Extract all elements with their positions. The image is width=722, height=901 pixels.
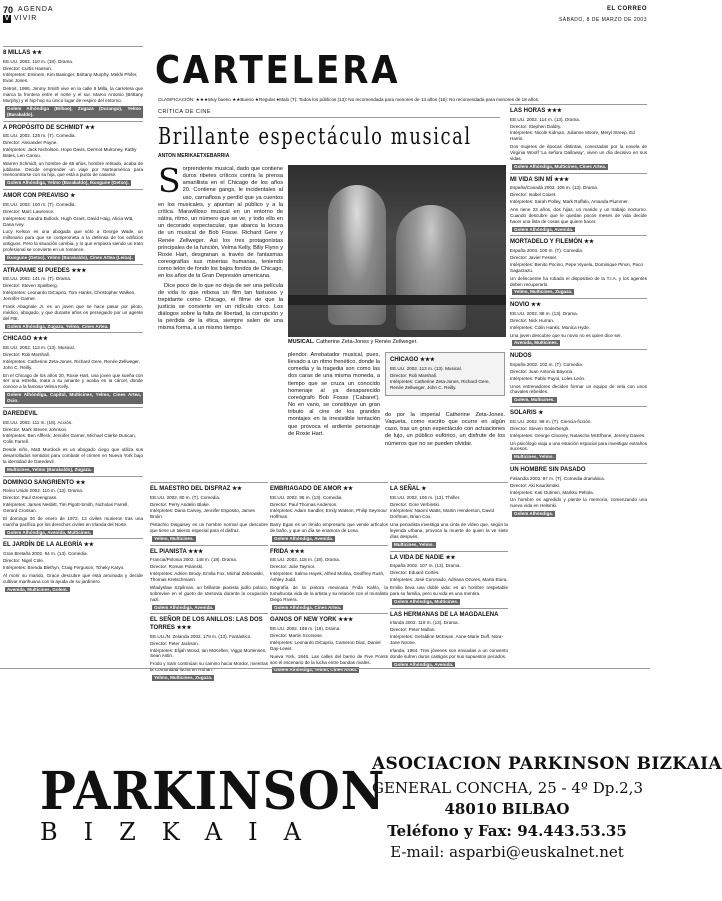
featured-director: Director: Rob Marshall. [390, 372, 437, 378]
listing-entry [270, 613, 388, 676]
featured-meta: EE.UU. 2002. 113 m. (13). Musical. [390, 365, 462, 371]
listing-cast: Intérpretes: José Coronado, Adriana Ozores, Marta Etura. [390, 577, 508, 583]
middle-grid-col1 [150, 482, 268, 684]
page-title: CARTELERA [155, 48, 401, 92]
listing-synopsis: Desde niño, Matt Murdock es un abogado ciego que utiliza sus desarrollados sentidos para combatir el crimen en Nueva York bajo la identidad de Daredevil. [3, 447, 143, 464]
listing-meta: España/Canadá 2003. 106 m. (13). Drama. [510, 185, 599, 191]
subsection-name: VIVIR [14, 15, 38, 22]
listing-director: Director: Aki Kaurismäki. [510, 482, 561, 488]
listing-cast: Intérpretes: Brenda Blethyn, Craig Ferguson, Tcheky Karyo. [3, 564, 125, 570]
listing-cast: Intérpretes: Sarah Polley, Mark Ruffalo, Amanda Plummer. [510, 199, 629, 205]
ad-address: GENERAL CONCHA, 25 - 4º Dp.2,3 [372, 778, 643, 797]
listing-synopsis: Barry Egan es un tímido empresario que vende artículos de baño, y que un día se enamora de Lena. [270, 522, 388, 534]
listing-cinemas [3, 392, 143, 404]
listing-cinemas-text: Golem Alhóndiga, Multicines, Cines Artea. [514, 163, 607, 169]
listing-director: Director: Paul Thomas Anderson. [270, 501, 338, 507]
listing-title: MORTADELO Y FILEMÓN [510, 239, 583, 246]
listing-stars: ★★★ [289, 548, 305, 555]
ad-city: 48010 BILBAO [444, 799, 570, 818]
listing-meta: EE.UU. 2002. 98 m. (T). Ciencia-ficción. [510, 418, 592, 424]
listing-title-line [510, 410, 647, 418]
listing-title-line [510, 467, 647, 475]
listing-director: Director: Steven Spielberg. [3, 283, 58, 289]
listing-synopsis: En el Chicago de los años 20, Roxie Hart, una joven que sueña con ser una estrella, mata a su amante y acaba en la cárcel, donde conoce a la famosa Velma Kelly. [3, 372, 143, 390]
listing-director: Director: Steven Soderbergh. [510, 425, 570, 431]
listing-cinemas-text: Multicines, Yelmo. [394, 541, 434, 547]
listing-stars: ★★ [83, 542, 94, 549]
listing-cast: Intérpretes: Nicole Kidman, Julianne Moore, Meryl Streep, Ed Harris. [510, 130, 635, 142]
listing-cast: Intérpretes: Pablo Puyol, Loles León. [510, 375, 586, 381]
listing-stars: ★★★ [554, 176, 569, 183]
listing-cinemas-text: Avenida, Multicines. [514, 340, 558, 346]
listing-title: EL JARDÍN DE LA ALEGRÍA [3, 542, 83, 549]
listing-meta: EE.UU. 2002. 114 m. (13). Drama. [510, 116, 581, 122]
listing-cast: Intérpretes: George Clooney, Natascha McElhone, Jeremy Davies. [510, 432, 646, 438]
listing-title: EL MAESTRO DEL DISFRAZ [150, 486, 231, 492]
listing-stars: ★★ [32, 50, 42, 56]
listing-entry [390, 608, 508, 671]
listing-stars: ★★ [584, 239, 594, 246]
listing-stars: ★★★ [176, 625, 192, 632]
listing-title-line [3, 50, 143, 58]
listing-title-line [150, 486, 268, 494]
listing-title-line [270, 617, 388, 625]
listing-title-line [510, 108, 647, 116]
listing-title: LAS HERMANAS DE LA MAGDALENA [390, 611, 499, 618]
listing-meta: EE.UU./N. Zelanda 2002. 179 m. (13). Fantástico. [150, 633, 252, 639]
listing-meta: España 2002. 107 m. (13). Drama. [390, 563, 461, 569]
listing-cinemas-text: Golem Alhóndiga, Multicines. [394, 598, 459, 604]
listing-title: LA SEÑAL [390, 486, 420, 492]
listing-title: EL PIANISTA [150, 548, 187, 555]
middle-grid-col2 [270, 482, 388, 676]
listing-cast: Intérpretes: Salma Hayek, Alfred Molina, Geoffrey Rush, Ashley Judd. [270, 571, 385, 583]
listing-entry [3, 46, 143, 121]
featured-film-box [385, 352, 505, 396]
listing-meta: EE.UU. 2002. 113 m. (13). Musical. [3, 345, 75, 351]
listing-title-line [150, 617, 268, 632]
listing-meta: EE.UU. 2002. 125 m. (T). Comedia. [3, 133, 76, 139]
listing-director: Director: Mark Steven Johnson. [3, 426, 68, 432]
listing-title-line [3, 268, 143, 276]
listing-cinemas [3, 467, 143, 473]
listing-entry [270, 482, 388, 545]
listing-meta: EE.UU. 2002. 168 m. (18). Drama. [270, 626, 341, 632]
listing-title: NOVIO [510, 302, 530, 309]
listing-cinemas-text: Avenida, Multicines, Golem. [7, 586, 68, 592]
listing-cast: Intérpretes: Adrien Brody, Emilia Fox, Michal Zebrowski, Thomas Kretschmann. [150, 571, 264, 583]
listing-cinemas [3, 255, 143, 261]
ad-logo-subtitle: BIZKAIA [40, 818, 327, 846]
listing-meta: EE.UU. 2002. 100 m. (T). Comedia. [3, 201, 76, 207]
listing-cinemas [3, 106, 143, 118]
listing-entry [510, 349, 647, 406]
listing-title: ATRAPAME SI PUEDES [3, 267, 70, 274]
listing-synopsis: Biografía de la pintora mexicana Frida Kahlo, la tumultuosa vida de la artista y su relación con el muralista Diego Rivera. [270, 584, 388, 602]
listing-cinemas-text: Golem Alhóndiga, Capitol, Multicines, Yelmo, Cines Artea, Ocio. [7, 392, 141, 404]
listing-entry [270, 545, 388, 614]
listing-director: Director: Marc Lawrence. [3, 208, 55, 214]
listing-meta: EE.UU. 2002. 141 m. (T). Drama. [3, 276, 72, 282]
left-column [3, 46, 143, 595]
review-body-col2: plendor. Arrebatador musical, pues, llevado a un ritmo frenético, donde la comedia y la tragedia son como las dos caras de una misma moneda, a tiempo que se cruza un conocido homenaje al ya desaparecido coreógrafo Bob Fosse ('Cabaret'). No en vano, se constituye un gran tributo al cine de los grandes montajes en la irresistible tentación que provoca el ardiente personaje de Roxie Hart. [288, 352, 380, 437]
listing-cinemas-text: Golem Alhóndiga, Avenida. [154, 604, 214, 610]
listing-synopsis: Una periodista investiga una cinta de vídeo que, según la leyenda urbana, provoca la muerte de quien la ve siete días después. [390, 522, 508, 539]
listing-title: DOMINGO SANGRIENTO [3, 479, 74, 486]
listing-cinemas-text: Golem, Multicines. [514, 397, 555, 403]
listing-director: Director: Alexander Payne. [3, 140, 58, 146]
listing-entry [510, 173, 647, 236]
listing-cinemas [3, 587, 143, 593]
listing-meta: Gran Bretaña 2002. 94 m. (13). Comedia. [3, 551, 88, 557]
listing-title: LAS HORAS [510, 108, 546, 114]
listing-director: Director: Peter Jackson. [150, 640, 200, 646]
listing-entry [150, 482, 268, 545]
listing-meta: España 2003. 100 m. (T). Comedia. [510, 248, 584, 254]
listing-meta: Francia/Polonia 2002. 148 m. (18). Drama. [150, 557, 238, 563]
listing-cinemas [390, 599, 508, 605]
listing-entry [510, 406, 647, 463]
listing-meta: EE.UU. 2002. 106 m. (13). Thriller. [390, 494, 461, 500]
listing-title-line [390, 486, 508, 494]
listing-cinemas [270, 605, 388, 611]
listing-title: DAREDEVIL [3, 410, 38, 417]
listing-cast: Intérpretes: Jack Nicholson, Hope Davis, Dermot Mulroney, Kathy Bates, Len Cariou. [3, 146, 137, 158]
listing-cinemas-text: Ikusgune (Getxo), Yelmo (Barakaldo), Cines Artea (Leioa). [7, 254, 133, 260]
listing-cast: Intérpretes: Leonardo DiCaprio, Tom Hanks, Christopher Walken, Jennifer Garner. [3, 290, 136, 302]
listing-meta: Finlandia 2002. 97 m. (T). Comedia dramática. [510, 475, 605, 481]
listing-cast: Intérpretes: James Nesbitt, Tim Pigott-Smith, Nicholas Farrell, Gerard Crossan. [3, 502, 129, 513]
listing-meta: EE.UU. 2002. 95 m. (13). Comedia. [270, 494, 343, 500]
listing-title-line [3, 125, 143, 133]
listing-synopsis: Lucy Kelson es una abogada que sólo a George Wade, un millonario para que se comprometa a la defensa de los edificios antiguos. Pero la situación cambia, y lo que empieza siendo un trato profesional se convierte en un romance. [3, 229, 143, 253]
listing-director: Director: Perry Andelin Blake. [150, 501, 210, 507]
listing-synopsis: Un hombre es agredido y pierde la memoria, comenzando una nueva vida en Helsinki. [510, 497, 647, 509]
listing-cinemas-text: Yelmo, Multicines. [154, 535, 194, 541]
listing-director: Director: Nick Hurran. [510, 317, 555, 323]
listing-title: SOLARIS [510, 410, 537, 417]
listing-cinemas [390, 542, 508, 548]
listing-synopsis: Nueva York, 1846. Las calles del barrio de Five Points son el escenario de la lucha entre bandas rivales. [270, 653, 388, 665]
listing-cast: Intérpretes: Adam Sandler, Emily Watson, Philip Seymour Hoffman. [270, 508, 388, 520]
listing-entry [510, 235, 647, 298]
listing-cinemas [510, 397, 647, 403]
listing-stars: ★★ [531, 302, 541, 309]
listing-cinemas-text: Yelmo, Multicines, Zugaza. [514, 289, 573, 295]
listing-entry [3, 264, 143, 333]
listing-cinemas [3, 530, 143, 536]
listing-director: Director: Roman Polanski. [150, 564, 204, 570]
listing-cinemas [270, 536, 388, 542]
listing-synopsis: El domingo 30 de enero de 1972, 13 civiles murieron tras una marcha pacífica por los derechos civiles en Irlanda del Norte. [3, 515, 143, 527]
listing-cinemas-text: Golem Alhóndiga, Avenida. [394, 661, 454, 667]
listing-synopsis: Dos mujeres de épocas distintas, conectadas por la novela de Virginia Woolf 'La señora Dalloway', viven un día decisivo en sus vidas. [510, 144, 647, 161]
listing-title: A PROPÓSITO DE SCHMIDT [3, 124, 84, 131]
listing-director: Director: Isabel Coixet. [510, 192, 557, 198]
listing-synopsis: Wladyslaw Szpilman, un brillante pianista judío polaco, sobrevive en el gueto de Varsovia durante la ocupación nazi. [150, 584, 268, 602]
listing-title-line [510, 239, 647, 247]
listing-entry [3, 121, 143, 190]
issue-date: SÁBADO, 8 DE MARZO DE 2003 [558, 17, 647, 23]
listing-cinemas [510, 454, 647, 460]
listing-stars: ★★★ [188, 548, 204, 555]
listing-cast: Intérpretes: Benito Pocino, Pepe Viyuela, Dominique Pinon, Paco Sagarzazu. [510, 261, 643, 273]
listing-meta: EE.UU. 2002. 118 m. (18). Drama. [270, 557, 341, 563]
listing-director: Director: Juan Antonio Bayona. [510, 368, 574, 374]
listing-entry [3, 407, 143, 476]
section-box: V [4, 15, 10, 22]
advertisement [0, 668, 722, 901]
listing-entry [3, 538, 143, 595]
listing-cast: Intérpretes: Dana Carvey, Jennifer Esposito, James Brolin. [150, 508, 255, 520]
listing-cinemas [510, 511, 647, 517]
listing-cast: Intérpretes: Geraldine McEwan, Anne-Marie Duff, Nora-Jane Noone. [390, 634, 504, 645]
listing-cinemas-text: Golem Alhóndiga, Avenida. [274, 535, 334, 541]
listing-cinemas [510, 340, 647, 346]
drop-cap: S [158, 161, 181, 200]
listing-cast: Intérpretes: Eminem, Kim Basinger, Brittany Murphy, Mekhi Phifer, Evan Jones. [3, 72, 138, 84]
listing-cinemas-text: Golem Alhóndiga, Zugaza, Yelmo, Cines Artea. [7, 323, 109, 329]
listing-entry [150, 545, 268, 614]
listing-synopsis: Una joven descubre que su novio no es quien dice ser. [510, 332, 622, 338]
listing-title-line [3, 411, 143, 419]
listing-cinemas-text: Golem Alhóndiga, Yelmo, Cines Artea. [274, 667, 358, 673]
listing-stars: ★★ [85, 124, 95, 131]
section-name: AGENDA [18, 6, 54, 13]
listing-title-line [3, 542, 143, 550]
listing-cast: Intérpretes: Naomi Watts, Martin Henderson, David Dorfman, Brian Cox. [390, 508, 494, 520]
listing-director: Director: Javier Fesser. [510, 255, 558, 261]
listing-stars: ★ [70, 193, 76, 200]
listing-title: 8 MILLAS [3, 50, 31, 56]
listing-synopsis: Warren Schmidt, un hombre de 66 años, hombre retirado, acaba de jubilarse. Decide emprender un viaje por Norteamérica para reencontrarse con su hija, que está a punto de casarse. [3, 160, 143, 178]
listing-director: Director: Julie Taymor. [270, 564, 316, 570]
featured-cast: Intérpretes: Catherine Zeta-Jones, Richard Gere, Renée Zellweger, John C. Reilly. [390, 379, 490, 391]
listing-cinemas [3, 324, 143, 330]
listing-cast: Intérpretes: Elijah Wood, Ian McKellen, Viggo Mortensen, Sean Astin. [150, 647, 267, 659]
newspaper-name: EL CORREO [606, 6, 647, 12]
listing-title: EL SEÑOR DE LOS ANILLOS: LAS DOS TORRES [150, 617, 263, 632]
listing-title-line [390, 555, 508, 563]
listing-meta: Reino Unido 2002. 110 m. (13). Drama. [3, 488, 84, 494]
rating-legend: CLASIFICACIÓN: ★★★Muy bueno ★★Bueno ★Regular ●Malo (T): Todos los públicos (13): No recomendada para menores de 13 años (18): No recomendada para menores de 18 años. [158, 97, 540, 102]
listing-director: Director: Rob Marshall. [3, 351, 50, 357]
middle-grid-col3 [390, 482, 508, 670]
listing-title-line [510, 177, 647, 185]
listing-title: EMBRIAGADO DE AMOR [270, 486, 342, 492]
featured-title: CHICAGO [390, 357, 419, 363]
ad-phone: Teléfono y Fax: 94.443.53.35 [387, 822, 627, 841]
featured-title-line [390, 357, 500, 365]
listing-title-line [270, 549, 388, 557]
ad-contact-block [372, 754, 722, 863]
listing-meta: EE.UU. 2002. 110 m. (18). Drama. [3, 58, 74, 64]
listing-entry [510, 104, 647, 173]
listing-title: FRIDA [270, 548, 289, 555]
ad-logo: PARKINSON [40, 761, 386, 822]
listing-title-line [270, 486, 388, 494]
listing-stars: ★ [538, 410, 544, 417]
listing-synopsis: Unos entrenadores deciden formar un equipo de vela con unos chavales rebeldes. [510, 383, 647, 395]
listing-title-line [150, 549, 268, 557]
listing-cinemas [510, 289, 647, 295]
listing-meta: EE.UU. 2002. 88 m. (13). Drama. [510, 310, 578, 316]
listing-synopsis: Detroit, 1995. Jimmy Smith vive en la calle 8 Milla, la carretera que marca la frontera entre el norte y el sur. Marco Antonio (Brittany Murphy) y el hip-hop su único lugar de respiro del entorno. [3, 86, 143, 103]
listing-cast: Intérpretes: Colin Hanks, Monica Hyde. [510, 324, 590, 330]
listing-title: CHICAGO [3, 336, 32, 343]
film-still-photo [288, 165, 506, 337]
actress-figure-right [396, 205, 466, 330]
listing-cinemas-text: Golem Alhóndiga, Yelmo (Barakaldo), Ikusgune (Getxo). [7, 180, 129, 186]
listing-synopsis: Al morir su marido, Grace descubre que está arruinada y decide cultivar marihuana con la ayuda de su jardinero. [3, 572, 143, 584]
listing-title-line [510, 353, 647, 361]
listing-meta: EE.UU. 2002. 111 m. (18). Acción. [3, 419, 73, 425]
caption-text: Catherine Zeta-Jones y Renée Zellweger. [316, 339, 418, 345]
listing-title: MI VIDA SIN MÍ [510, 176, 553, 183]
listing-cinemas [3, 180, 143, 186]
listing-stars: ★★ [75, 479, 86, 486]
listing-entry [510, 463, 647, 520]
listing-title-line [3, 480, 143, 488]
listing-cinemas-text: Golem Alhóndiga. [514, 511, 554, 517]
listing-director: Director: Peter Mullan. [390, 627, 436, 633]
listing-stars: ★★ [445, 554, 456, 561]
listing-entry [3, 189, 143, 264]
listing-entry [510, 298, 647, 349]
listing-stars: ★★ [232, 486, 242, 492]
review-paragraph-1: orprendente musical, dado que contiene duros ribetes críticos contra la prensa amarillista en el Chicago de los años 20. Contiene gangs, le incidentales al uso, carnaflosa y perdid que ya cuentos en los musicales, y apuntan al público y a la crítica. Maravilloso musical en un entorno de sátira, ritmo, un número que se ve, y todo ello en un decorado espectacular, que abarca la locura de un musical de Bob Fosse. Richard Gere y Renée Zellweger. Así los tres protagonistas principales de la función, Velma Kelly, Billy Flynn y Roxie Hart, desgranan a través de fantasmas coreografías sus miserias humanas, teniendo como telón de fondo los bajos fondos de Chicago, en los años de la Gran Depresión americana. [158, 166, 283, 280]
listing-title: UN HOMBRE SIN PASADO [510, 467, 586, 474]
review-body-col1 [158, 161, 283, 333]
listing-cast: Intérpretes: Leonardo DiCaprio, Cameron Diaz, Daniel Day-Lewis. [270, 639, 381, 651]
review-body-col3: do por la imperial Catherine Zeta-Jones. Vaqueta, como escrito que ocurre en algún caso, tras un gran espectáculo con actuaciones de lujo, un público eufórico, un disfrute de los números que no se pueden olvidar. [385, 412, 505, 447]
listing-synopsis: Frodo y Sam continúan su camino hacia Mordor, mientras la Comunidad lucha en Rohan. [150, 661, 268, 673]
listing-cast: Intérpretes: Ben Affleck, Jennifer Garner, Michael Clarke Duncan, Colin Farrell. [3, 433, 136, 445]
caption-label: MUSICAL. [288, 339, 315, 345]
listing-stars: ★★★ [33, 336, 48, 343]
listing-entry [3, 476, 143, 539]
listing-cinemas-text: Golem Alhóndiga, Cines Artea. [274, 604, 342, 610]
featured-stars: ★★★ [420, 357, 435, 363]
ad-org-name: ASOCIACION PARKINSON BIZKAIA [372, 754, 722, 774]
review-paragraph-2: Dice poco de lo que no deja de ser una película de vida lo que rebosa un film tan fastuoso y trepidante como Chicago, el filme de que la justicia se convierte en un ridículo circo. Los diálogos sobre la falta de libertad, la corrupción y la pérdida de la ética, siempre salen de una misma forma, a un mismo tiempo. [158, 282, 283, 332]
listing-cast: Intérpretes: Kati Outinen, Markku Peltola. [510, 489, 595, 495]
listing-meta: España 2002. 102 m. (T). Comedia. [510, 361, 584, 367]
listing-synopsis: Emilio lleva una doble vida: es un hombre respetable para su familia, pero su vida es una mentira. [390, 584, 508, 596]
listing-cinemas [510, 164, 647, 170]
listing-title-line [3, 193, 143, 201]
listing-entry [390, 551, 508, 608]
listing-title: AMOR CON PREAVISO [3, 193, 69, 200]
listing-cinemas-text: Multicines, Yelmo. [514, 454, 554, 460]
listing-cinemas-text: Yelmo, Multicines, Zugaza. [154, 675, 213, 681]
listing-cinemas-text: Golem Alhóndiga (Bilbao), Zugaza (Durango), Yelmo (Barakaldo). [7, 105, 141, 117]
right-column [510, 104, 647, 520]
listing-cinemas-text: Multicines, Yelmo (Barakaldo), Zugaza. [7, 466, 92, 472]
review-headline: Brillante espectáculo musical [158, 124, 472, 150]
ad-email: E-mail: asparbi@euskalnet.net [390, 843, 624, 862]
listing-stars: ★★ [343, 486, 353, 492]
listing-cinemas [150, 605, 268, 611]
listing-stars: ★★★ [338, 617, 354, 624]
listing-synopsis: Un delincuente ha robado el dispositivo de la T.I.A. y los agentes deben recuperarlo. [510, 275, 647, 287]
listing-synopsis: Un psicólogo viaja a una estación espacial para investigar extraños sucesos. [510, 440, 647, 452]
page-header [0, 0, 650, 28]
listing-director: Director: Stephen Daldry. [510, 123, 562, 129]
listing-synopsis: Pistachio Disguisey es un hombre normal que descubre que tiene un talento especial para el disfraz. [150, 522, 268, 534]
listing-director: Director: Paul Greengrass. [3, 495, 58, 501]
listing-director: Director: Eduard Cortés. [390, 570, 440, 576]
listing-cinemas-text: Golem Alhóndiga, Avenida. [514, 226, 574, 232]
listing-director: Director: Martin Scorsese. [270, 633, 324, 639]
listing-cast: Intérpretes: Sandra Bullock, Hugh Grant, David Haig, Alicia Witt, Dana Ivey. [3, 215, 134, 227]
listing-stars: ★★★ [71, 267, 87, 274]
listing-title-line [390, 612, 508, 620]
listing-stars: ★ [421, 486, 427, 492]
review-section-label: CRÍTICA DE CINE [158, 109, 500, 118]
listing-director: Director: Gore Verbinski. [390, 501, 441, 507]
listing-title: LA VIDA DE NADIE [390, 554, 444, 561]
listing-synopsis: Frank Abagnale Jr. es un joven que se hace pasar por piloto, médico, abogado, y que durante años es perseguido por un agente del FBI. [3, 303, 143, 321]
piano-silhouette [288, 295, 506, 305]
listing-title-line [510, 302, 647, 310]
page-number: 70 [3, 5, 14, 15]
listing-cinemas [150, 536, 268, 542]
photo-caption [288, 339, 418, 346]
listing-cinemas [510, 227, 647, 233]
listing-title: GANGS OF NEW YORK [270, 617, 337, 624]
listing-entry [3, 332, 143, 407]
listing-synopsis: Ann tiene 23 años, dos hijas, un marido y un trabajo nocturno. Cuando descubre que le quedan pocos meses de vida decide hacer una lista de cosas que quiere hacer. [510, 206, 647, 224]
listing-director: Director: Nigel Cole. [3, 558, 45, 563]
listing-cinemas-text: Golem Alhóndiga, Avenida, Multicines. [7, 529, 92, 535]
listing-meta: Irlanda 2002. 119 m. (13). Drama. [390, 620, 459, 626]
listing-title: NUDOS [510, 353, 532, 360]
listing-synopsis: Irlanda, 1964. Tres jóvenes son enviadas a un convento donde sufren duros castigos por sus supuestos pecados. [390, 647, 508, 659]
listing-title-line [3, 336, 143, 344]
listing-entry [390, 482, 508, 551]
review-byline: ANTON MERIKAETXEBARRIA [158, 153, 230, 159]
listing-director: Director: Curtis Hanson. [3, 65, 53, 71]
listing-cinemas [390, 662, 508, 668]
listing-meta: EE.UU. 2002. 80 m. (T). Comedia. [150, 494, 221, 500]
listing-stars: ★★★ [547, 108, 562, 114]
listing-cast: Intérpretes: Catherine Zeta-Jones, Richard Gere, Renée Zellweger, John C. Reilly. [3, 358, 140, 370]
